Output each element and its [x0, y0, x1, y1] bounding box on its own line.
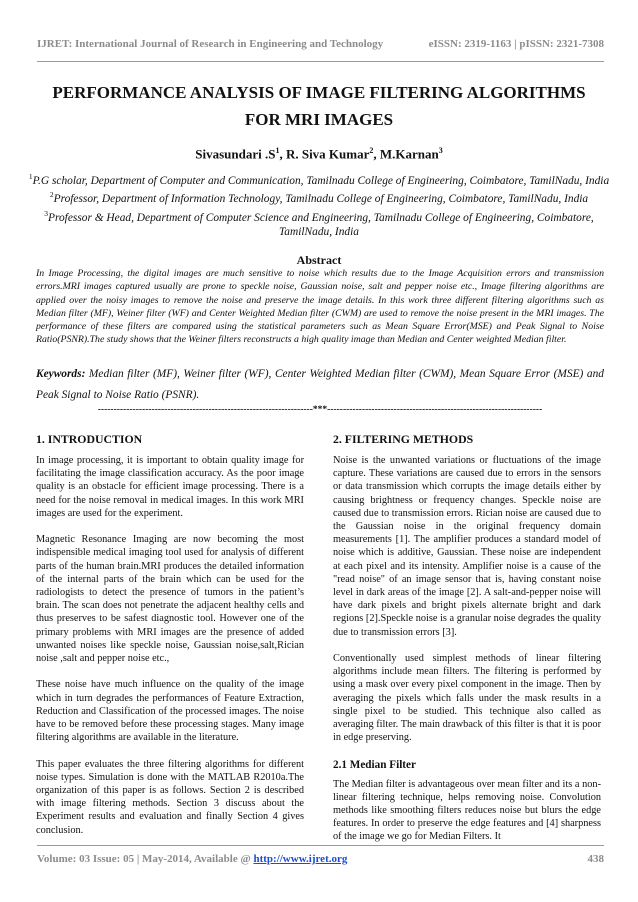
- author-list: [20, 146, 618, 162]
- journal-name: IJRET: International Journal of Research in Engineering and Technology: [37, 38, 384, 50]
- affiliations: [20, 170, 618, 240]
- paragraph: The Median filter is advantageous over mean filter and its a non-linear filtering technique, helps removing noise. Convolution methods like smoothing filters reduces noise but blurs the edge features. In order to preserve the edge features and [4] sharpness of the image we go for Median Filters. It: [333, 778, 601, 843]
- right-column: [333, 432, 601, 857]
- section-heading-filtering-methods: 2. FILTERING METHODS: [333, 432, 474, 446]
- author-sep: ,: [373, 146, 380, 162]
- author-name: M.Karnan: [379, 146, 439, 162]
- author-name: R. Siva Kumar: [285, 146, 370, 162]
- affiliation-1: [20, 170, 618, 188]
- keywords: [36, 364, 604, 406]
- abstract-heading: Abstract: [296, 253, 342, 267]
- affiliation-sup: 3: [44, 208, 48, 218]
- footer-rule: [37, 845, 604, 846]
- section-separator: --------------------------------------------------------------------***--------------------------------------------------------------------: [97, 405, 543, 415]
- paragraph: Conventionally used simplest methods of linear filtering algorithms include mean filters. The filtering is performed by using a mask over every pixel component in the image. Then by averaging the pixels which falls under the mask results in a single pixel to be studied. This technique also called as averaging filter. The main drawback of this filter is that it is poor in edge preserving.: [333, 653, 601, 744]
- page-footer: [37, 853, 604, 869]
- paper-title: [20, 79, 618, 133]
- affiliation-text: P.G scholar, Department of Computer and Communication, Tamilnadu College of Engineering, Coimbatore, TamilNadu, India: [32, 174, 610, 187]
- author-sep: ,: [279, 146, 286, 162]
- title-line-2: FOR MRI IMAGES: [244, 110, 394, 129]
- header-rule: [37, 61, 604, 62]
- volume-text: Volume: 03 Issue: 05 | May-2014, Available @: [37, 853, 254, 865]
- journal-link[interactable]: http://www.ijret.org: [253, 853, 348, 865]
- affiliation-sup: 2: [49, 190, 54, 200]
- paragraph: In image processing, it is important to obtain quality image for facilitating the image classification accuracy. As the poor image quality is an obstacle for efficient image processing. There is a need for the noise removal in medical images. In this work MRI images are used for the experiment.: [36, 455, 304, 519]
- subsection-heading-median-filter: 2.1 Median Filter: [333, 758, 416, 771]
- page-number: 438: [587, 853, 604, 865]
- issn-label: eISSN: 2319-1163 | pISSN: 2321-7308: [428, 38, 604, 50]
- author-sup: 2: [369, 146, 374, 155]
- footer-volume: [37, 853, 347, 865]
- title-line-1: PERFORMANCE ANALYSIS OF IMAGE FILTERING ALGORITHMS: [52, 83, 586, 102]
- keywords-label: Keywords:: [36, 368, 86, 380]
- paragraph: Magnetic Resonance Imaging are now becoming the most indispensible medical imaging tool used for analysis of different parts of the human brain.MRI produces the detailed information of the internal parts of the brain which can be used for the radiologists to detect the presence of tumors in the patient’s brain. The scan does not penetrate the adjacent healthy cells and thus preserves to be safest diagnostic tool. However one of the primary problems with MRI images are the presence of added unwanted noises like speckle noise, Gaussian noise,salt,Rician noise ,salt and pepper noise etc.,: [36, 534, 304, 665]
- affiliation-2: [20, 188, 618, 206]
- affiliation-sup: 1: [28, 172, 33, 181]
- running-header: [37, 38, 604, 54]
- paragraph: These noise have much influence on the quality of the image which in turn degrades the performances of Feature Extraction, Reduction and Classification of the processed images. The noise have to be removed before these processing stages. Many image filtering algorithms are available in the literature.: [36, 679, 304, 744]
- affiliation-3: [20, 207, 618, 240]
- author-sup: 3: [438, 146, 443, 155]
- section-heading-introduction: 1. INTRODUCTION: [36, 432, 143, 446]
- author-sup: 1: [275, 146, 280, 155]
- left-column: [36, 432, 304, 850]
- keywords-text: Median filter (MF), Weiner filter (WF), Center Weighted Median filter (CWM), Mean Square Error (MSE) and Peak Signal to Noise Ratio (PSNR).: [36, 368, 604, 401]
- affiliation-text: Professor, Department of Information Technology, Tamilnadu College of Engineering, Coimbatore, TamilNadu, India: [53, 193, 589, 206]
- affiliation-text: Professor & Head, Department of Computer Science and Engineering, Tamilnadu College of Engineering, Coimbatore, TamilNadu, India: [48, 211, 594, 239]
- abstract-text: In Image Processing, the digital images are much sensitive to noise which results due to the Image Acquisition errors and transmission errors.MRI images captured usually are prone to speckle noise, Gaussian noise, salt and pepper noise etc., Image filtering algorithms are applied over the noisy images to remove the noise and preserve the image details. In this work three different filtering algorithms such as Median filter (MF), Weiner filter (WF) and Center Weighted Median filter (CWM) are used to remove the noise present in the MRI images. The performance of these filters are compared using the statistical parameters such as Mean Square Error(MSE) and Peak Signal to Noise Ratio(PSNR).The study shows that the Weiner filters reconstructs a high quality image than Median and Center weighted Median filter.: [36, 268, 604, 346]
- author-name: Sivasundari .S: [195, 146, 276, 162]
- paragraph: Noise is the unwanted variations or fluctuations of the image capture. These variations are caused due to errors in the sensors or data transmission which corrupts the image details either by causing brightness or frequency changes. Speckle noise are caused due to transmission errors. Rician noise are caused due to the Gaussian noise in the original frequency domain measurements [1]. The amplifier produces a standard model of noise which is additive, Gaussian. These noise are independent at each pixel and its intensity. Amplifier noise is a cause of the "read noise" of an image sensor that is, having constant noise level in dark areas of the image [2]. A salt-and-pepper noise will have dark pixels and bright pixels alternate bright and dark regions [2].Speckle noise is a granular noise degrades the quality due to transmission errors [3].: [333, 455, 601, 638]
- paragraph: This paper evaluates the three filtering algorithms for different noise types. Simulation is done with the MATLAB R2010a.The organization of this paper is as follows. Section 2 is described with image filtering methods. Section 3 discuss about the Experiment results and evaluation and finally Section 4 gives conclusion.: [36, 758, 304, 836]
